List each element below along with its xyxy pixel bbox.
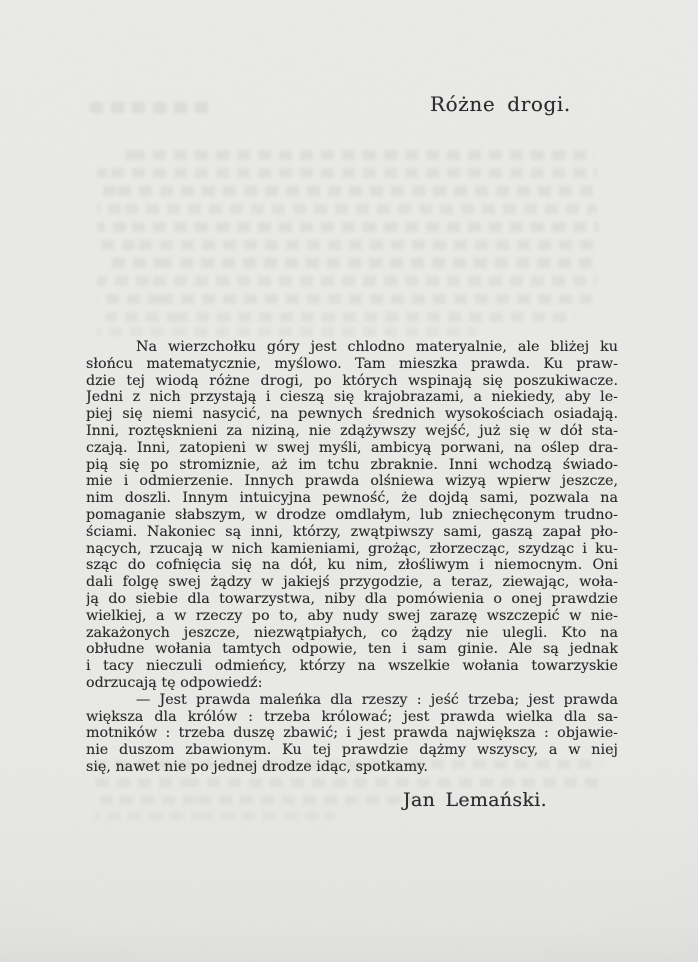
- text-line: się, nawet nie po jednej drodze idąc, spotkamy.: [86, 758, 428, 775]
- text-line: motników : trzeba duszę zbawić; i jest prawda największa : objawie-: [86, 725, 618, 742]
- text-line: dzie tej wiodą różne drogi, po których wspinają się poszukiwacze.: [86, 372, 618, 389]
- text-line: — Jest prawda maleńka dla rzeszy : jeść trzeba; jest prawda: [136, 691, 618, 708]
- bleedthrough-line: [105, 312, 575, 322]
- page-title: Różne drogi.: [430, 92, 571, 116]
- bleedthrough-line: [125, 150, 595, 160]
- text-line: pomaganie słabszym, w drodze omdlałym, lub zniechęconym trudno-: [86, 506, 618, 523]
- bleedthrough-line: [97, 294, 592, 304]
- bleedthrough-line: [97, 240, 597, 250]
- text-line: większa dla królów : trzeba królować; jest prawda wielka dla sa-: [86, 708, 618, 725]
- text-line: piej się niemi nasycić, na pewnych średnich wysokościach osiadają.: [86, 406, 618, 423]
- text-line: Jedni z nich przystają i cieszą się krajobrazami, a niekiedy, aby le-: [86, 389, 618, 406]
- text-line: dali folgę swej żądzy w jakiejś przygodzie, a teraz, ziewając, woła-: [86, 574, 618, 591]
- text-line: i tacy nieczuli odmieńcy, którzy na wszelkie wołania towarzyskie: [86, 658, 618, 675]
- text-line: ściami. Nakoniec są inni, którzy, zwątpiwszy sami, gaszą zapał pło-: [86, 523, 618, 540]
- text-line: mie i odmierzenie. Innych prawda olśniewa wizyą wpierw jeszcze,: [86, 473, 618, 490]
- body-text: [86, 339, 618, 776]
- bleedthrough-line: [90, 102, 208, 113]
- bleedthrough-line: [95, 812, 335, 820]
- bleedthrough-line: [97, 186, 595, 196]
- text-line: Na wierzchołku góry jest chlodno materyalnie, ale bliżej ku: [136, 339, 618, 355]
- text-line: nim doszli. Innym intuicyjna pewność, że dojdą sami, pozwala na: [86, 490, 618, 507]
- bleedthrough-line: [110, 258, 598, 268]
- author-signature: Jan Lemański.: [403, 789, 547, 811]
- text-line: Inni, roztęsknieni za niziną, nie zdążywszy wejść, już się w dół sta-: [86, 422, 618, 439]
- text-line: nących, rzucają w nich kamieniami, grożąc, złorzecząc, szydząc i ku-: [86, 540, 618, 557]
- bleedthrough-line: [97, 168, 597, 178]
- text-line: ją do siebie dla towarzystwa, niby dla pomówienia o onej prawdzie: [86, 590, 618, 607]
- text-line: odrzucają tę odpowiedź:: [86, 674, 263, 691]
- bleedthrough-line: [95, 778, 605, 787]
- text-line: nie duszom zbawionym. Ku tej prawdzie dążmy wszyscy, a w niej: [86, 742, 618, 759]
- text-line: obłudne wołania tamtych odpowie, ten i sam ginie. Ale są jednak: [86, 641, 618, 658]
- text-line: pią się po stromiznie, aż im tchu zbraknie. Inni wchodzą świado-: [86, 456, 618, 473]
- bleedthrough-line: [97, 222, 599, 232]
- bleedthrough-line: [97, 276, 597, 286]
- text-line: sząc do cofnięcia się na dół, ku nim, złośliwym i niemocnym. Oni: [86, 557, 618, 574]
- bleedthrough-line: [97, 204, 597, 214]
- text-line: zakażonych jeszcze, niezwątpiałych, co żądzy nie ulegli. Kto na: [86, 624, 618, 641]
- text-line: czają. Inni, zatopieni w swej myśli, ambicyą porwani, na oślep dra-: [86, 439, 618, 456]
- text-line: wielkiej, a w rzeczy po to, aby nudy swej zarazę wszczepić w nie-: [86, 607, 618, 624]
- bleedthrough-line: [97, 327, 477, 336]
- text-line: słońcu matematycznie, myślowo. Tam mieszka prawda. Ku praw-: [86, 355, 618, 372]
